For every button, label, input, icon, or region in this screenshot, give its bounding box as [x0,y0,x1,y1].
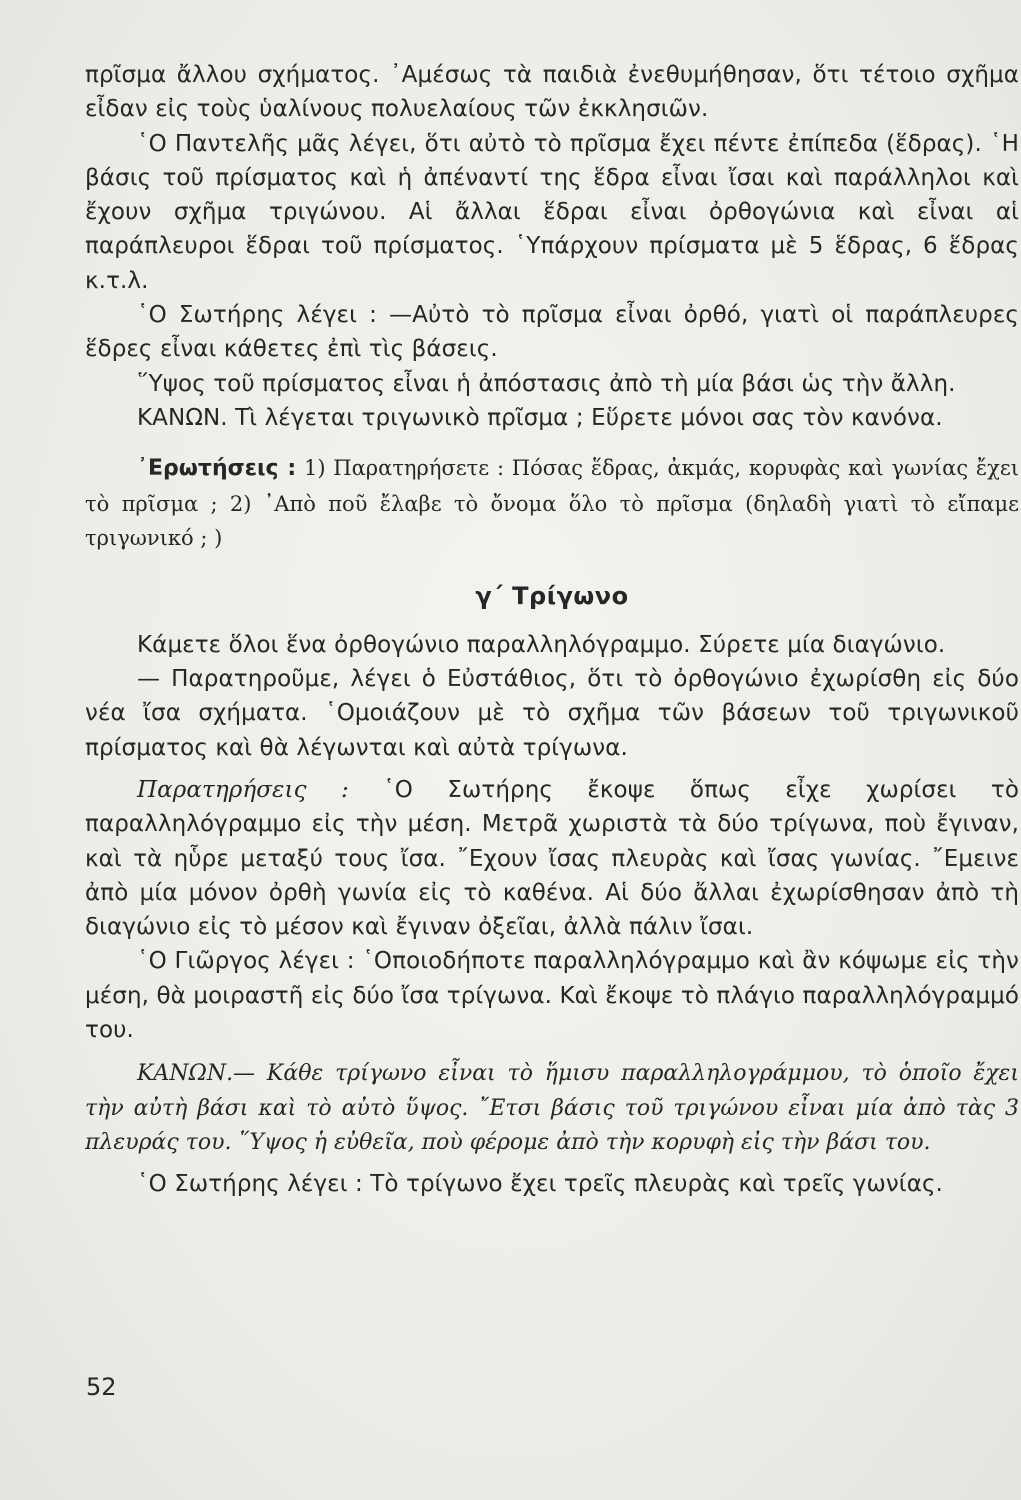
paragraph-giorgos: ῾Ο Γιῶργος λέγει : ῾Οποιοδήποτε παραλληλόγραμμο καὶ ἂν κόψωμε εἰς τὴν μέση, θὰ μοιραστῆ εἰς δύο ἴσα τρίγωνα. Καὶ ἔκοψε τὸ πλάγιο παραλληλόγραμμό του. [85,948,1019,1044]
body-text [85,58,1019,435]
paragraph-rule-triangular-prism: ΚΑΝΩΝ. Τὶ λέγεται τριγωνικὸ πρῖσμα ; Εὕρετε μόνοι σας τὸν κανόνα. [137,404,943,431]
paragraph-pantelis: ῾Ο Παντελῆς μᾶς λέγει, ὅτι αὐτὸ τὸ πρῖσμα ἔχει πέντε ἐπίπεδα (ἕδρας). ῾Η βάσις τοῦ πρίσματος καὶ ἡ ἀπέναντί της ἕδρα εἶναι ἴσαι καὶ παράλληλοι καὶ ἔχουν σχῆμα τριγώνου. Αἱ ἄλλαι ἕδραι εἶναι ὀρθογώνια καὶ εἶναι αἱ παράπλευροι ἕδραι τοῦ πρίσματος. ῾Υπάρχουν πρίσματα μὲ 5 ἕδρας, 6 ἕδρας κ.τ.λ. [85,130,1019,294]
paragraph-sotiris-triangle: ῾Ο Σωτήρης λέγει : Τὸ τρίγωνο ἔχει τρεῖς πλευρὰς καὶ τρεῖς γωνίας. [137,1170,943,1197]
questions-text: 1) Παρατηρήσετε : Πόσας ἕδρας, ἀκμάς, κορυφὰς καὶ γωνίας ἔχει τὸ πρῖσμα ; 2) ᾿Απὸ ποῦ ἔλαβε τὸ ὄνομα ὅλο τὸ πρῖσμα (δηλαδὴ γιατὶ τὸ εἴπαμε τριγωνικό ; ) [85,456,1019,551]
page-number: 52 [86,1373,117,1401]
paragraph-prism-height: ῞Υψος τοῦ πρίσματος εἶναι ἡ ἀπόστασις ἀπὸ τὴ μία βάσι ὡς τὴν ἄλλη. [137,370,956,397]
paragraph-sotiris-right-prism: ῾Ο Σωτήρης λέγει : —Αὐτὸ τὸ πρῖσμα εἶναι ὀρθό, γιατὶ οἱ παράπλευρες ἕδρες εἶναι κάθετες ἐπὶ τὶς βάσεις. [85,302,1019,363]
observations-text: ῾Ο Σωτήρης ἔκοψε ὅπως εἶχε χωρίσει τὸ παραλληλόγραμμο εἰς τὴν μέση. Μετρᾶ χωριστὰ τὰ δύο τρίγωνα, ποὺ ἔγιναν, καὶ τὰ ηὗρε μεταξύ τους ἴσα. ῎Εχουν ἴσας πλευρὰς καὶ ἴσας γωνίας. ῎Εμεινε ἀπὸ μία μόνον ὀρθὴ γωνία εἰς τὸ καθένα. Αἱ δύο ἄλλαι ἐχωρίσθησαν ἀπὸ τὴ διαγώνιο εἰς τὸ μέσον καὶ ἔγιναν ὀξεῖαι, ἀλλὰ πάλιν ἴσαι. [85,776,1019,941]
section-heading-triangle: γ΄ Τρίγωνο [475,581,629,610]
paragraph-prism-shape: πρῖσμα ἄλλου σχήματος. ᾿Αμέσως τὰ παιδιὰ ἐνεθυμήθησαν, ὅτι τέτοιο σχῆμα εἶδαν εἰς τοὺς ὑαλίνους πολυελαίους τῶν ἐκκλησιῶν. [85,62,1019,123]
paragraph-efstathios: — Παρατηροῦμε, λέγει ὁ Εὐστάθιος, ὅτι τὸ ὀρθογώνιο ἐχωρίσθη εἰς δύο νέα ἴσα σχήματα. ῾Ομοιάζουν μὲ τὸ σχῆμα τῶν βάσεων τοῦ τριγωνικοῦ πρίσματος καὶ θὰ λέγωνται καὶ αὐτὰ τρίγωνα. [85,666,1019,761]
body-text-triangle [85,628,1019,1048]
paragraph-draw-rectangle: Κάμετε ὅλοι ἕνα ὀρθογώνιο παραλληλόγραμμο. Σύρετε μία διαγώνιο. [137,631,946,658]
page-content [85,58,1019,1201]
observations-lead: Παρατηρήσεις : [137,776,349,803]
rule-triangle: ΚΑΝΩΝ.— Κάθε τρίγωνο εἶναι τὸ ἥμισυ παραλληλογράμμου, τὸ ὁποῖο ἔχει τὴν αὐτὴ βάσι καὶ τὸ αὐτὸ ὕψος. ῎Ετσι βάσις τοῦ τριγώνου εἶναι μία ἀπὸ τὰς 3 πλευράς του. ῞Υψος ἡ εὐθεῖα, ποὺ φέρομε ἀπὸ τὴν κορυφὴ εἰς τὴν βάσι του. [85,1061,1019,1156]
questions-block [85,451,1019,556]
paragraph-observations [85,773,1019,944]
questions-lead: ᾿Ερωτήσεις : [137,456,297,482]
body-text-closing [85,1167,1019,1201]
